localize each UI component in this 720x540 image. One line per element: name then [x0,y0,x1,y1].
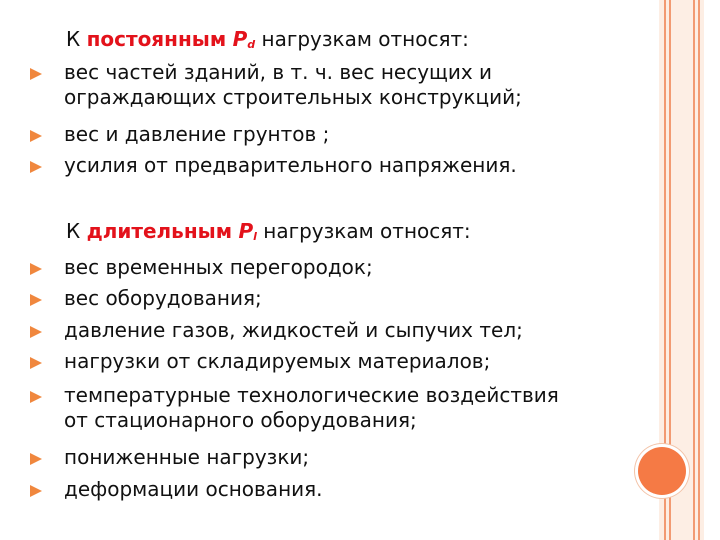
heading-long-term-loads [66,219,471,249]
triangle-bullet-icon [30,453,42,465]
list-item [30,477,640,504]
symbol-letter: P [238,219,254,243]
decorative-line [698,0,700,540]
load-symbol [233,27,256,51]
decorative-line [693,0,695,540]
load-symbol [238,219,256,243]
triangle-bullet-icon [30,263,42,275]
heading-suffix: нагрузкам относят: [263,219,471,243]
triangle-bullet-icon [30,357,42,369]
heading-prefix: К [66,219,81,243]
heading-keyword: длительным [86,219,233,243]
triangle-bullet-icon [30,130,42,142]
triangle-bullet-icon [30,326,42,338]
symbol-subscript: l [253,230,257,243]
list-item [30,60,640,112]
heading-prefix: К [66,27,81,51]
list-item [30,286,640,313]
list-item-text: деформации основания. [64,477,323,501]
list-item [30,153,640,180]
list-item-text: температурные технологические воздействия от стационарного оборудования; [64,383,559,432]
heading-keyword: постоянным [86,27,227,51]
list-item [30,255,640,282]
heading-suffix: нагрузкам относят: [261,27,469,51]
list-item [30,349,640,376]
list-item-text: давление газов, жидкостей и сыпучих тел; [64,318,523,342]
heading-permanent-loads [66,27,469,57]
list-item-text: вес временных перегородок; [64,255,373,279]
list-item-text: вес и давление грунтов ; [64,122,330,146]
list-item [30,122,640,149]
triangle-bullet-icon [30,294,42,306]
list-item [30,383,640,435]
triangle-bullet-icon [30,68,42,80]
triangle-bullet-icon [30,391,42,403]
symbol-subscript: d [247,38,256,51]
list-item [30,318,640,345]
list-item-text: нагрузки от складируемых материалов; [64,349,491,373]
symbol-letter: P [232,27,248,51]
list-item-text: пониженные нагрузки; [64,445,310,469]
list-item-text: вес оборудования; [64,286,262,310]
triangle-bullet-icon [30,485,42,497]
list-item [30,445,640,472]
triangle-bullet-icon [30,161,42,173]
list-item-text: вес частей зданий, в т. ч. вес несущих и ограждающих строительных конструкций; [64,60,522,109]
list-item-text: усилия от предварительного напряжения. [64,153,517,177]
